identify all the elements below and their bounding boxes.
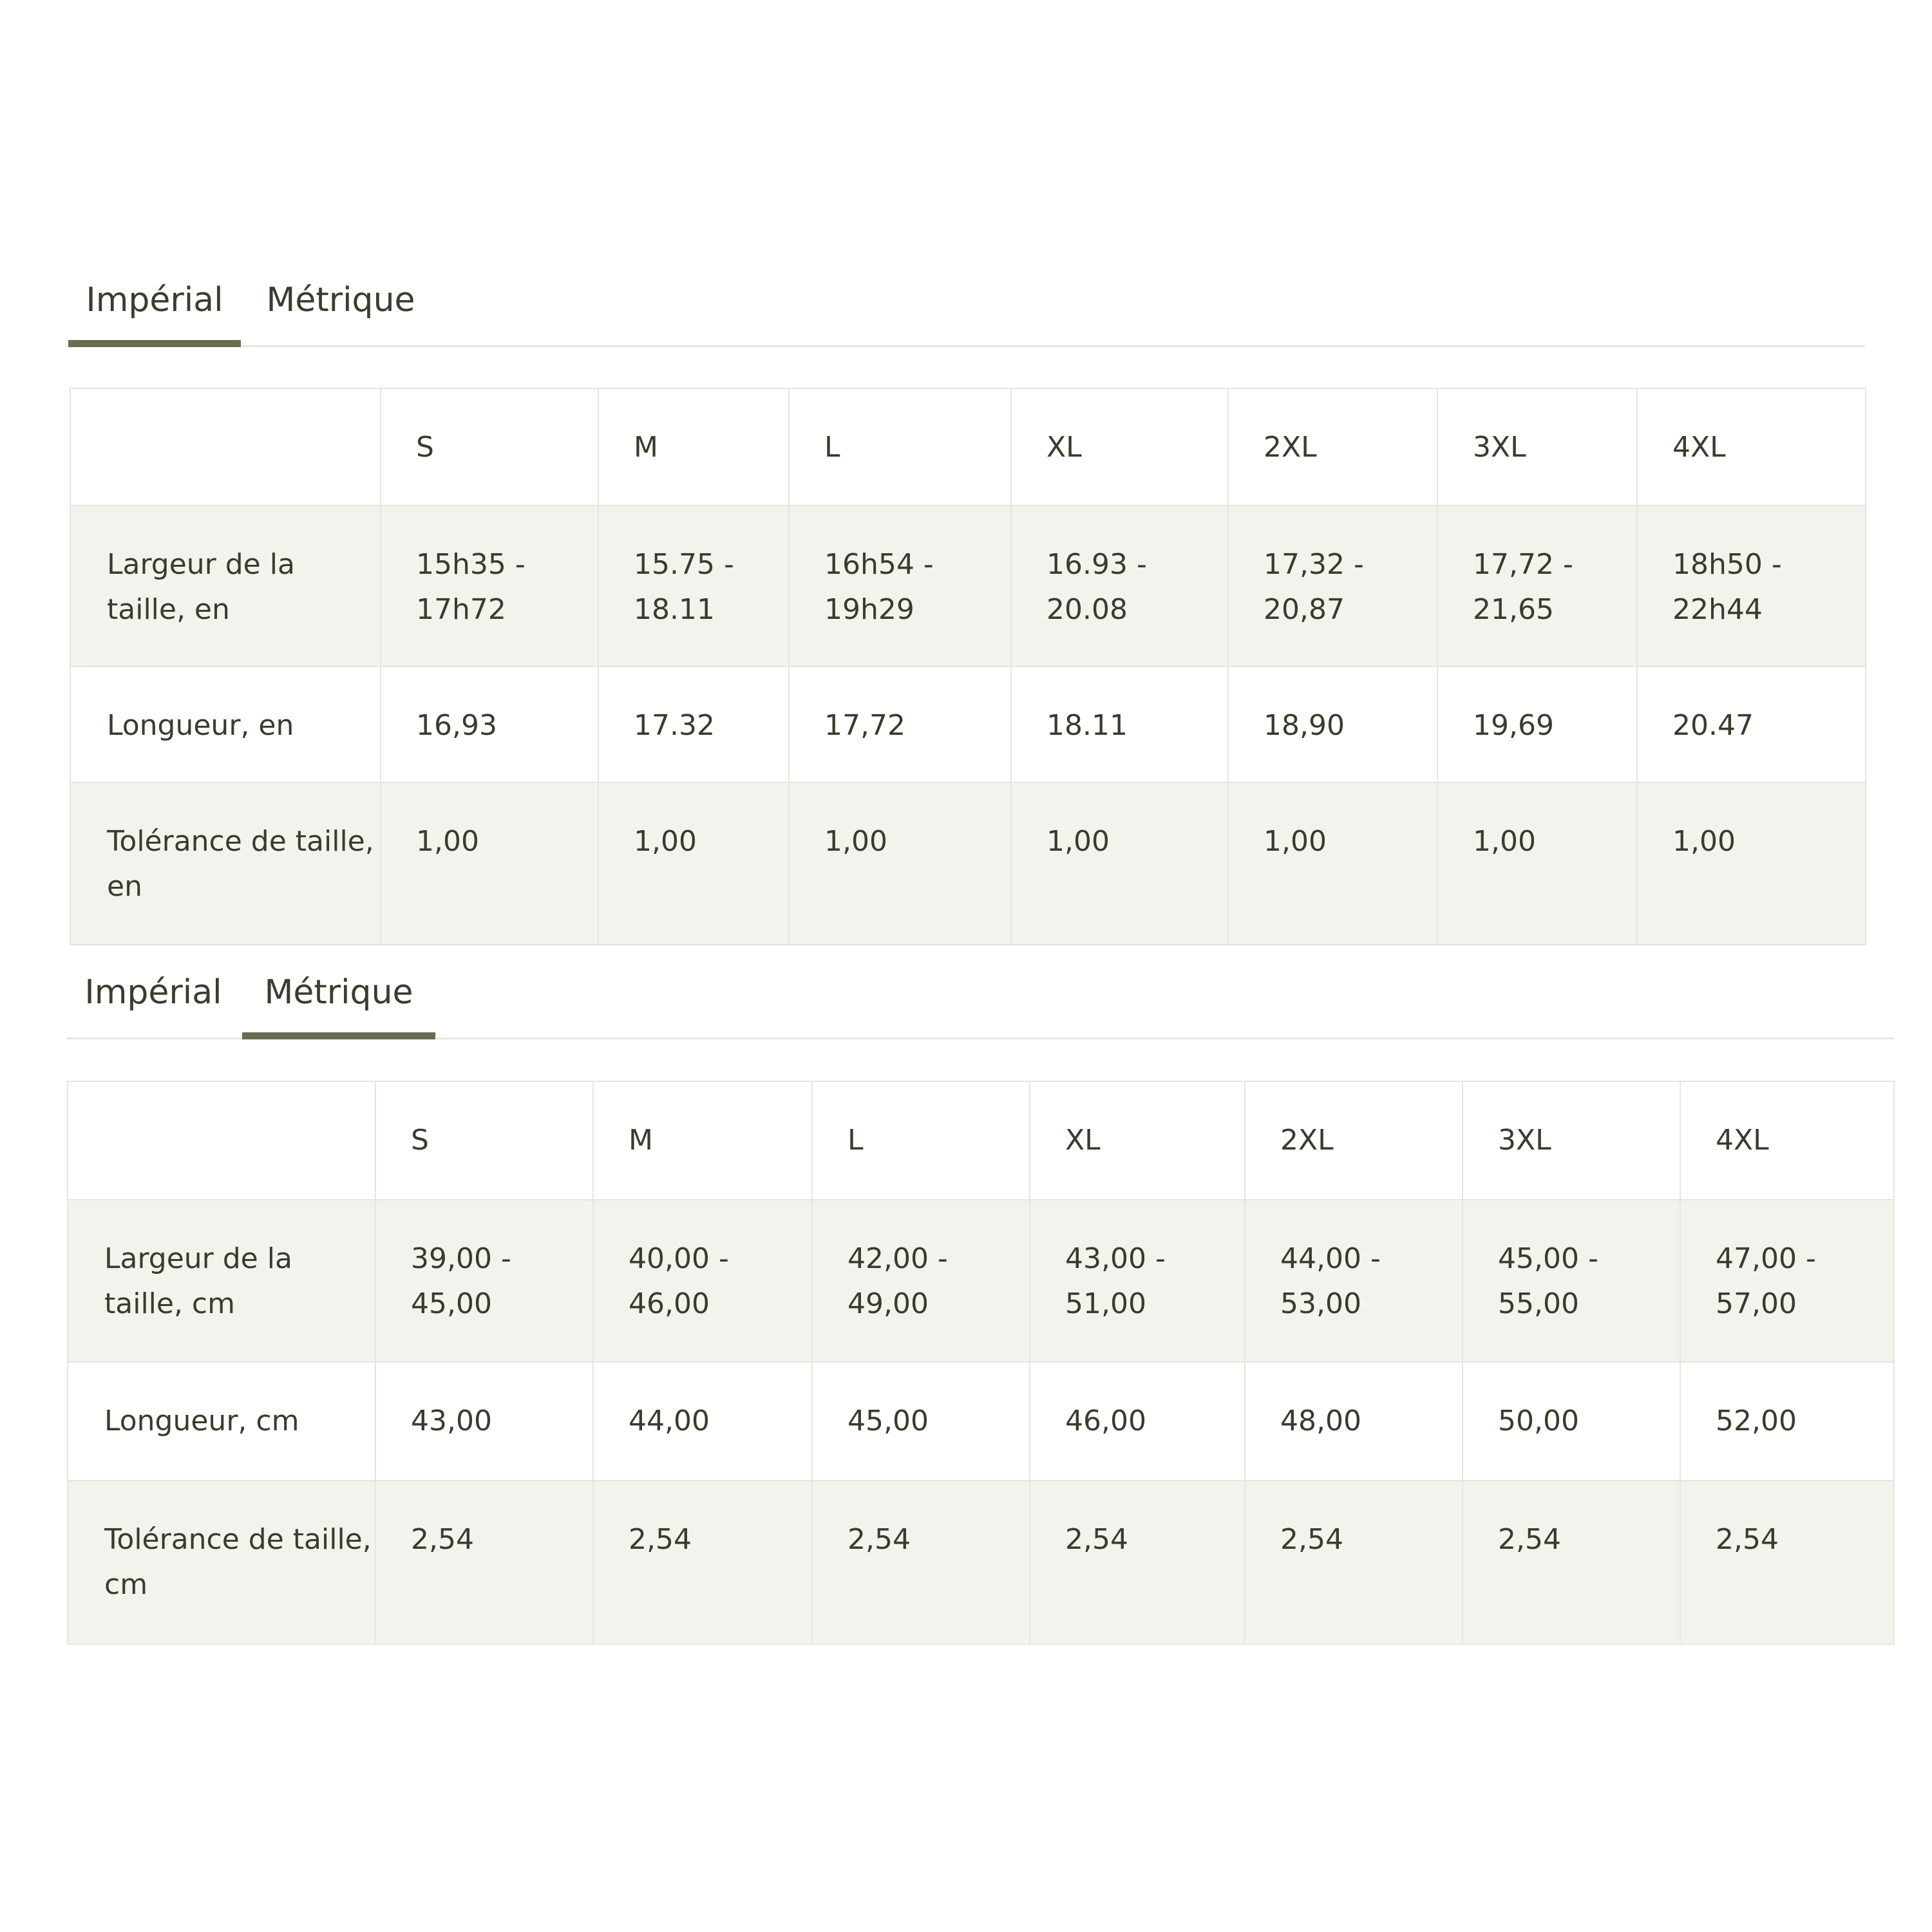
table-cell: 17,32 - 20,87 <box>1228 506 1437 667</box>
table-row <box>68 1481 1894 1644</box>
column-header-m: M <box>593 1081 812 1200</box>
table-row <box>68 1200 1894 1362</box>
table-cell: 44,00 <box>593 1362 812 1481</box>
row-label: Tolérance de taille, cm <box>68 1481 375 1644</box>
table-cell: 43,00 - 51,00 <box>1030 1200 1245 1362</box>
corner-cell <box>70 388 381 506</box>
tab-metric[interactable]: Métrique <box>242 963 435 1037</box>
table-cell: 43,00 <box>375 1362 593 1481</box>
table-cell: 2,54 <box>1680 1481 1894 1644</box>
column-header-s: S <box>381 388 598 506</box>
table-cell: 2,54 <box>812 1481 1030 1644</box>
metric-size-table <box>67 1081 1895 1645</box>
table-cell: 42,00 - 49,00 <box>812 1200 1030 1362</box>
imperial-size-table <box>70 388 1866 945</box>
table-cell: 2,54 <box>593 1481 812 1644</box>
table-cell: 2,54 <box>1463 1481 1680 1644</box>
column-header-4xl: 4XL <box>1637 388 1866 506</box>
table-cell: 1,00 <box>598 782 789 945</box>
table-cell: 19,69 <box>1437 667 1637 782</box>
table-cell: 2,54 <box>1245 1481 1463 1644</box>
table-row <box>70 506 1866 667</box>
column-header-s: S <box>375 1081 593 1200</box>
table-cell: 1,00 <box>1228 782 1437 945</box>
table-cell: 50,00 <box>1463 1362 1680 1481</box>
row-label: Tolérance de taille, en <box>70 782 381 945</box>
table-cell: 18,90 <box>1228 667 1437 782</box>
column-header-l: L <box>789 388 1011 506</box>
row-label: Largeur de la taille, en <box>70 506 381 667</box>
tab-metric[interactable]: Métrique <box>266 281 415 319</box>
table-cell: 47,00 - 57,00 <box>1680 1200 1894 1362</box>
table-cell: 17,72 <box>789 667 1011 782</box>
metric-section <box>67 963 1893 1039</box>
table-cell: 17,72 - 21,65 <box>1437 506 1637 667</box>
column-header-4xl: 4XL <box>1680 1081 1894 1200</box>
table-header-row <box>68 1081 1894 1200</box>
table-cell: 1,00 <box>1437 782 1637 945</box>
table-cell: 46,00 <box>1030 1362 1245 1481</box>
column-header-xl: XL <box>1030 1081 1245 1200</box>
table-row <box>70 667 1866 782</box>
table-cell: 16,93 <box>381 667 598 782</box>
row-label: Largeur de la taille, cm <box>68 1200 375 1362</box>
table-cell: 16.93 - 20.08 <box>1011 506 1228 667</box>
column-header-2xl: 2XL <box>1245 1081 1463 1200</box>
table-cell: 48,00 <box>1245 1362 1463 1481</box>
table-cell: 45,00 <box>812 1362 1030 1481</box>
table-cell: 2,54 <box>375 1481 593 1644</box>
tab-imperial[interactable]: Impérial <box>84 973 222 1012</box>
column-header-3xl: 3XL <box>1463 1081 1680 1200</box>
table-cell: 2,54 <box>1030 1481 1245 1644</box>
column-header-l: L <box>812 1081 1030 1200</box>
table-cell: 40,00 - 46,00 <box>593 1200 812 1362</box>
table-cell: 15.75 - 18.11 <box>598 506 789 667</box>
table-cell: 1,00 <box>1011 782 1228 945</box>
table-cell: 45,00 - 55,00 <box>1463 1200 1680 1362</box>
imperial-section <box>68 270 1865 347</box>
table-cell: 20.47 <box>1637 667 1866 782</box>
table-cell: 1,00 <box>1637 782 1866 945</box>
unit-tabs <box>67 963 1893 1039</box>
row-label: Longueur, cm <box>68 1362 375 1481</box>
table-cell: 1,00 <box>381 782 598 945</box>
row-label: Longueur, en <box>70 667 381 782</box>
column-header-2xl: 2XL <box>1228 388 1437 506</box>
column-header-3xl: 3XL <box>1437 388 1637 506</box>
corner-cell <box>68 1081 375 1200</box>
column-header-m: M <box>598 388 789 506</box>
unit-tabs <box>68 270 1865 347</box>
table-cell: 44,00 - 53,00 <box>1245 1200 1463 1362</box>
table-cell: 18.11 <box>1011 667 1228 782</box>
table-cell: 1,00 <box>789 782 1011 945</box>
table-cell: 52,00 <box>1680 1362 1894 1481</box>
table-row <box>70 782 1866 945</box>
table-row <box>68 1362 1894 1481</box>
tab-imperial[interactable]: Impérial <box>68 270 241 345</box>
table-cell: 17.32 <box>598 667 789 782</box>
column-header-xl: XL <box>1011 388 1228 506</box>
table-cell: 16h54 - 19h29 <box>789 506 1011 667</box>
table-cell: 39,00 - 45,00 <box>375 1200 593 1362</box>
table-cell: 18h50 - 22h44 <box>1637 506 1866 667</box>
table-cell: 15h35 - 17h72 <box>381 506 598 667</box>
table-header-row <box>70 388 1866 506</box>
